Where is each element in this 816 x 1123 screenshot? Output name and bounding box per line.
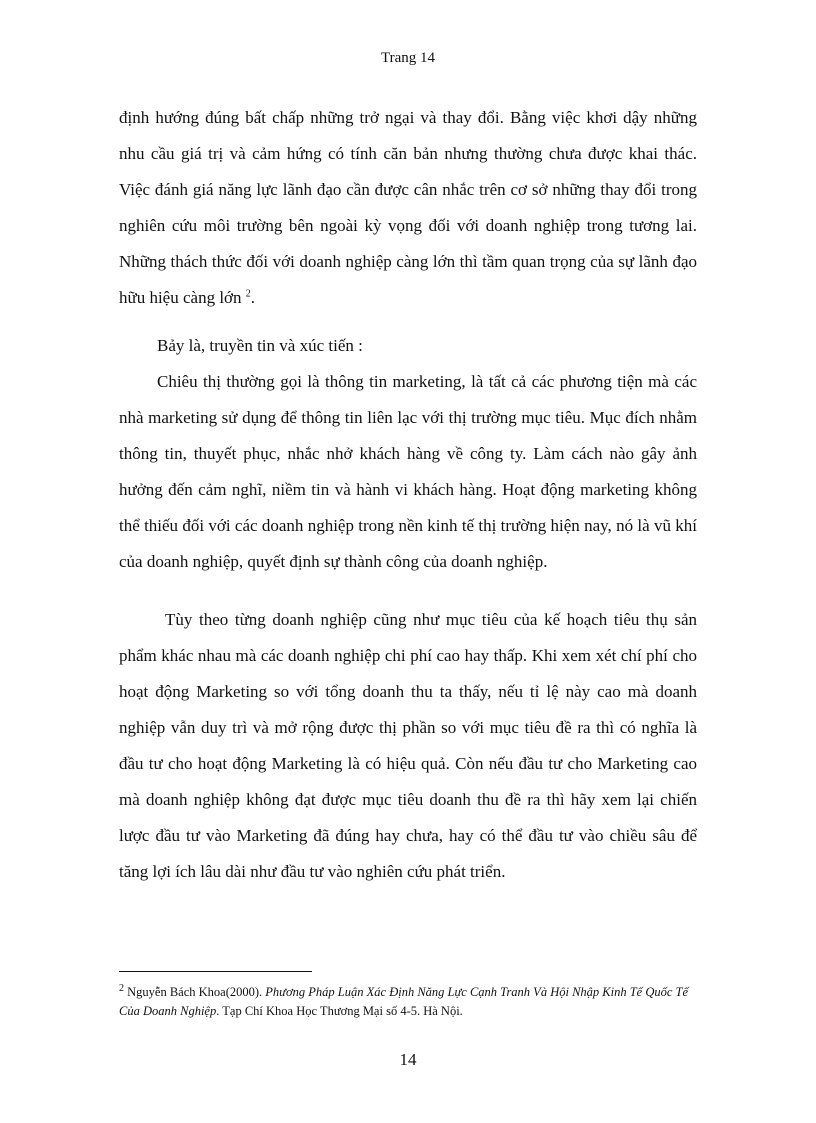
footnote-source: . Tạp Chí Khoa Học Thương Mại số 4-5. Hà Nội. xyxy=(216,1004,463,1018)
footnote-divider xyxy=(119,971,312,972)
page-header: Trang 14 xyxy=(380,50,436,66)
paragraph-1 xyxy=(119,100,697,316)
body-text xyxy=(119,100,697,890)
page-number: 14 xyxy=(399,1050,417,1069)
paragraph-4: Tùy theo từng doanh nghiệp cũng như mục tiêu của kế hoạch tiêu thụ sản phẩm khác nhau mà các doanh nghiệp chi phí cao hay thấp. Khi xem xét chí phí cho hoạt động Marketing so với tổng doanh thu ta thấy, nếu tỉ lệ này cao mà doanh nghiệp vẫn duy trì và mở rộng được thị phần so với mục tiêu đề ra thì có nghĩa là đầu tư cho hoạt động Marketing là có hiệu quả. Còn nếu đầu tư cho Marketing cao mà doanh nghiệp không đạt được mục tiêu doanh thu đề ra thì hãy xem lại chiến lược đầu tư vào Marketing đã đúng hay chưa, hay có thể đầu tư vào chiều sâu để tăng lợi ích lâu dài như đầu tư vào nghiên cứu phát triển. xyxy=(119,610,697,881)
footnote xyxy=(119,983,699,1021)
paragraph-3: Chiêu thị thường gọi là thông tin marketing, là tất cả các phương tiện mà các nhà marketing sử dụng để thông tin liên lạc với thị trường mục tiêu. Mục đích nhằm thông tin, thuyết phục, nhắc nhở khách hàng về công ty. Làm cách nào gây ảnh hưởng đến cảm nghĩ, niềm tin và hành vi khách hàng. Hoạt động marketing không thể thiếu đối với các doanh nghiệp trong nền kinh tế thị trường hiện nay, nó là vũ khí của doanh nghiệp, quyết định sự thành công của doanh nghiệp. xyxy=(119,372,697,571)
footnote-marker: 2 xyxy=(119,982,124,994)
paragraph-1-end: . xyxy=(250,288,256,307)
paragraph-1-text: định hướng đúng bất chấp những trở ngại và thay đổi. Bằng việc khơi dậy những nhu cầu giá trị và cảm hứng có tính căn bản nhưng thường chưa được khai thác. Việc đánh giá năng lực lãnh đạo cần được cân nhắc trên cơ sở những thay đổi trong nghiên cứu môi trường bên ngoài kỳ vọng đối với doanh nghiệp trong tương lai. Những thách thức đối với doanh nghiệp càng lớn thì tầm quan trọng của sự lãnh đạo hữu hiệu càng lớn xyxy=(119,108,697,307)
footnote-reference: 2 xyxy=(245,288,251,300)
footnote-author: Nguyễn Bách Khoa(2000). xyxy=(124,985,266,999)
section-heading: Bảy là, truyền tin và xúc tiến : xyxy=(157,336,363,355)
footnote-title: Phương Pháp Luận Xác Định Năng Lực Cạnh Tranh Và Hội Nhập Kinh Tế Quốc Tế Của Doanh Nghiệp xyxy=(119,985,689,1018)
